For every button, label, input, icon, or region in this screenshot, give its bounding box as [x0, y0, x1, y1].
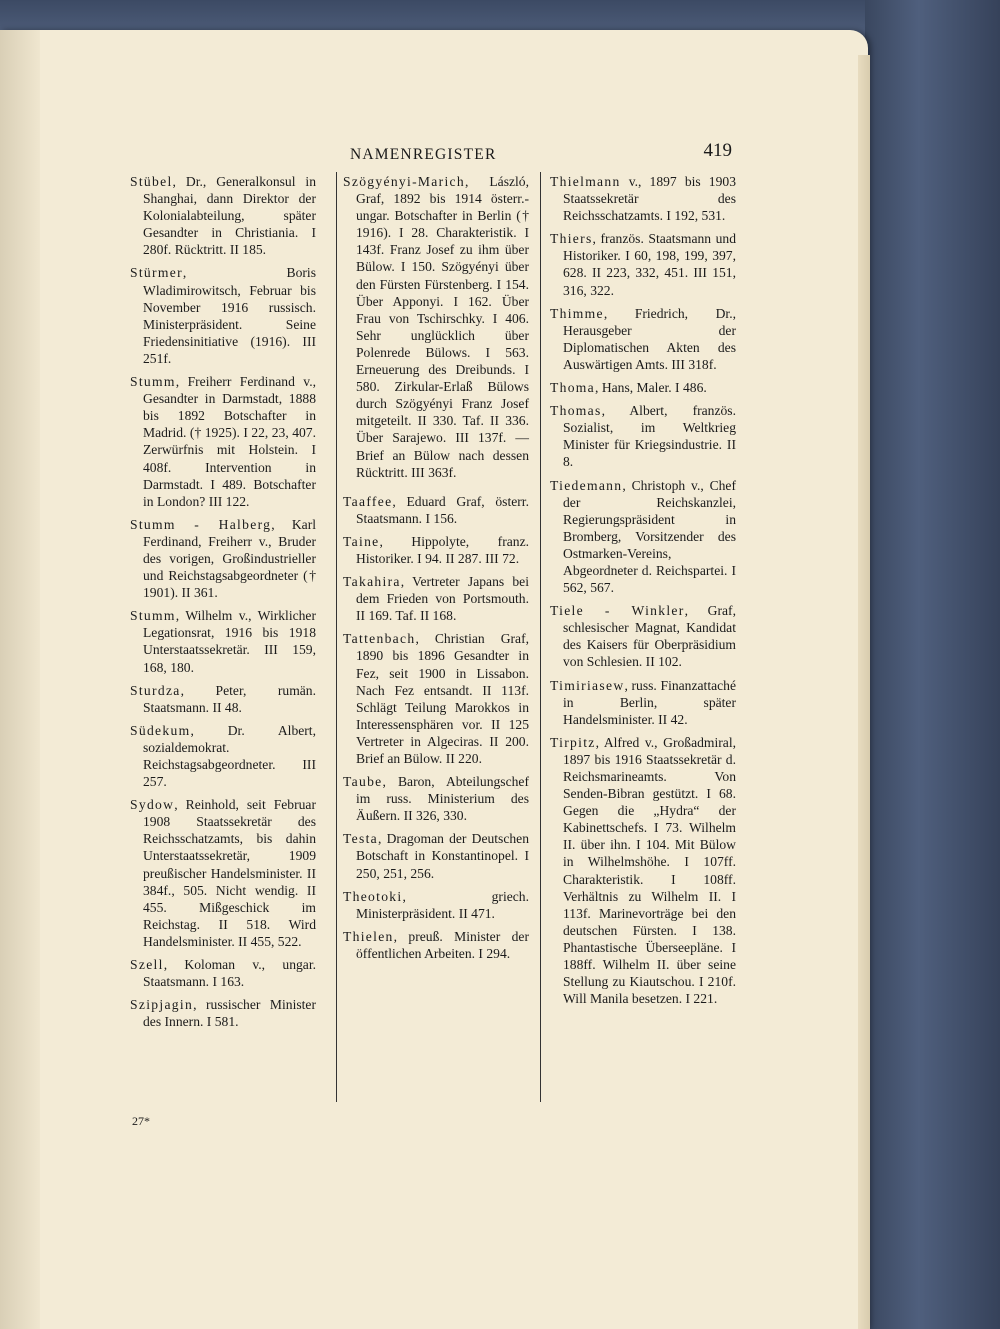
index-entry: [343, 830, 529, 881]
entry-text: , Albert, französ. Sozialist, im Weltkrieg Minister für Kriegsindustrie. II 8.: [563, 403, 736, 470]
entry-text: , Christoph v., Chef der Reichskanzlei, Regierungspräsident in Bromberg, Vorsitzender des Ostmarken-Vereins, Abgeordneter d. Reichspartei. I 562, 567.: [563, 477, 736, 596]
running-head: NAMENREGISTER: [350, 146, 497, 163]
entry-text: v., 1897 bis 1903 Staatssekretär des Reichsschatzamts. I 192, 531.: [563, 174, 736, 224]
index-entry: [550, 230, 736, 298]
index-entry: [550, 734, 736, 1008]
entry-text: , Graf, schlesischer Magnat, Kandidat des Kaisers für Oberpräsidium von Schlesien. II 102.: [563, 603, 736, 670]
entry-name: Südekum: [130, 722, 191, 738]
index-entry: [130, 516, 316, 601]
index-entry: [343, 888, 529, 922]
index-entry: [550, 379, 736, 396]
index-entry: [130, 722, 316, 790]
entry-text: , Boris Wladimirowitsch, Februar bis November 1916 russisch. Ministerpräsident. Seine Friedensinitiative (1916). III 251f.: [143, 265, 316, 366]
entry-name: Szell: [130, 957, 164, 973]
index-entry: [130, 996, 316, 1030]
entry-name: Tiedemann: [550, 477, 623, 493]
index-entry: [343, 533, 529, 567]
index-entry: [550, 602, 736, 670]
index-entry: [130, 264, 316, 367]
page-edge: [858, 55, 870, 1329]
entry-name: Testa: [343, 831, 378, 847]
entry-text: , Baron, Abteilungschef im russ. Ministerium des Äußern. II 326, 330.: [356, 774, 529, 824]
entry-name: Stumm: [130, 374, 176, 390]
index-entry: [130, 796, 316, 950]
entry-text: , Hans, Maler. I 486.: [595, 380, 707, 396]
page-header: [120, 140, 734, 166]
entry-name: Szipjagin: [130, 997, 194, 1013]
entry-text: , russischer Minister des Innern. I 581.: [143, 997, 316, 1030]
entry-name: Stürmer: [130, 265, 183, 281]
entry-text: , Karl Ferdinand, Freiherr v., Bruder des vorigen, Großindustrieller und Reichstagsabgeordneter († 1901). II 361.: [143, 516, 317, 601]
entry-name: Stübel: [130, 174, 173, 189]
entry-name: Stumm - Halberg: [130, 516, 272, 532]
index-entry: [130, 956, 316, 990]
index-entry: [130, 373, 316, 510]
index-entry: [343, 773, 529, 824]
index-entry: [550, 677, 736, 728]
index-column-2: [343, 173, 529, 968]
entry-name: Thoma: [550, 380, 596, 396]
entry-name: Thiers: [550, 231, 593, 247]
index-entry: [343, 630, 529, 767]
index-column-1: [130, 173, 316, 1036]
entry-text: , griech. Ministerpräsident. II 471.: [356, 888, 529, 921]
entry-text: , Wilhelm v., Wirklicher Legationsrat, 1916 bis 1918 Unterstaatssekretär. III 159, 168, 180.: [143, 608, 316, 675]
entry-text: , Koloman v., ungar. Staatsmann. I 163.: [143, 957, 316, 990]
entry-text: , Dragoman der Deutschen Botschaft in Konstantinopel. I 250, 251, 256.: [356, 831, 529, 881]
entry-text: , Peter, rumän. Staatsmann. II 48.: [143, 682, 316, 715]
entry-text: , Dr. Albert, sozialdemokrat. Reichstagsabgeordneter. III 257.: [143, 722, 316, 790]
entry-name: Tattenbach: [343, 631, 416, 647]
entry-text: , László, Graf, 1892 bis 1914 österr.-ungar. Botschafter in Berlin († 1916). I 28. Charakteristik. I 143f. Franz Josef zu ihm über Bülow. I 150. Szögyényi über den Fürsten Fürstenberg. I 154. Über Apponyi. I 162. Über Frau von Tschirschky. I 406. Sehr unglücklich über Polenrede Bülows. I 563. Erneuerung des Dreibunds. I 580. Zirkular-Erlaß Bülows durch Szögyényi Franz Josef mitgeteilt. II 330. Taf. II 336. Über Sarajewo. III 137f. — Brief an Bülow nach dessen Rücktritt. III 363f.: [356, 174, 529, 480]
entry-name: Tirpitz: [550, 734, 596, 750]
entry-name: Sydow: [130, 797, 175, 813]
entry-text: , Eduard Graf, österr. Staatsmann. I 156.: [356, 493, 529, 526]
index-entry: [550, 402, 736, 470]
entry-text: , Freiherr Ferdinand v., Gesandter in Darmstadt, 1888 bis 1892 Botschafter in Madrid. († 1925). I 22, 23, 407. Zerwürfnis mit Holstein. I 408f. Intervention in Darmstadt. I 489. Botschafter in London? III 122.: [143, 374, 316, 509]
index-entry: [343, 928, 529, 962]
entry-text: , Alfred v., Großadmiral, 1897 bis 1916 Staatssekretär d. Reichsmarineamts. Von Senden-Bibran gestützt. I 68. Gegen die „Hydra“ der Kabinettschefs. I 73. Wilhelm II. über ihn. I 104. Mit Bülow in Wilhelmshöhe. I 107ff. Charakteristik. I 108ff. Verhältnis zu Wilhelm II. I 113f. Marinevorträge bei den deutschen Fürsten. I 138. Phantastische Überseepläne. I 188ff. Wilhelm II. über seine Stellung zu Kiautschou. I 210f. Will Manila besetzen. I 221.: [563, 734, 736, 1007]
index-entry: [550, 173, 736, 224]
page-number: 419: [703, 140, 732, 161]
entry-text: , preuß. Minister der öffentlichen Arbeiten. I 294.: [356, 928, 529, 961]
entry-text: , französ. Staatsmann und Historiker. I 60, 198, 199, 397, 628. II 223, 332, 451. III 151, 316, 322.: [563, 231, 736, 298]
column-divider: [336, 172, 337, 1102]
entry-name: Sturdza: [130, 682, 181, 698]
entry-text: , Dr., Generalkonsul in Shanghai, dann Direktor der Kolonialabteilung, später Gesandter in Christiania. I 280f. Rücktritt. II 185.: [143, 174, 316, 258]
entry-text: , Reinhold, seit Februar 1908 Staatssekretär des Reichsschatzamts, bis dahin Unterstaatssekretär, 1909 preußischer Handelsminister. II 384f., 505. Nicht wendig. II 455. Mißgeschick im Reichstag. II 518. Wird Handelsminister. II 455, 522.: [143, 797, 316, 949]
index-entry: [550, 477, 736, 597]
page-gutter: [0, 30, 40, 1329]
entry-name: Thielen: [343, 928, 394, 944]
entry-name: Thimme: [550, 305, 604, 321]
entry-name: Thielmann: [550, 174, 621, 189]
index-entry: [343, 173, 529, 481]
entry-name: Thomas: [550, 403, 602, 419]
entry-name: Taube: [343, 774, 383, 790]
entry-name: Takahira: [343, 574, 401, 590]
column-divider: [540, 172, 541, 1102]
signature-mark: 27*: [132, 1114, 150, 1128]
entry-name: Theotoki: [343, 888, 403, 904]
index-entry: [343, 573, 529, 624]
entry-name: Timiriasew: [550, 677, 625, 693]
entry-text: , Vertreter Japans bei dem Frieden von Portsmouth. II 169. Taf. II 168.: [356, 574, 529, 624]
entry-text: , Christian Graf, 1890 bis 1896 Gesandter in Fez, seit 1900 in Lissabon. Nach Fez entsandt. II 113f. Schlägt Teilung Marokkos in Interessensphären vor. II 125 Vertreter in Algeciras. II 200. Brief an Bülow. II 220.: [356, 631, 529, 766]
entry-name: Tiele - Winkler: [550, 603, 685, 619]
entry-name: Szögyényi-Marich: [343, 174, 465, 189]
entry-text: , Friedrich, Dr., Herausgeber der Diplomatischen Akten des Auswärtigen Amts. III 318f.: [563, 305, 736, 372]
index-entry: [130, 682, 316, 716]
entry-name: Taaffee: [343, 493, 393, 509]
entry-name: Stumm: [130, 608, 176, 624]
book-cover-right: [865, 0, 1000, 1329]
entry-text: , russ. Finanzattaché in Berlin, später Handelsminister. II 42.: [563, 677, 736, 727]
entry-name: Taine: [343, 533, 380, 549]
index-entry: [130, 173, 316, 258]
index-entry: [550, 305, 736, 373]
index-entry: [343, 493, 529, 527]
index-column-3: [550, 173, 736, 1013]
entry-text: , Hippolyte, franz. Historiker. I 94. II 287. III 72.: [356, 533, 529, 566]
index-entry: [130, 607, 316, 675]
